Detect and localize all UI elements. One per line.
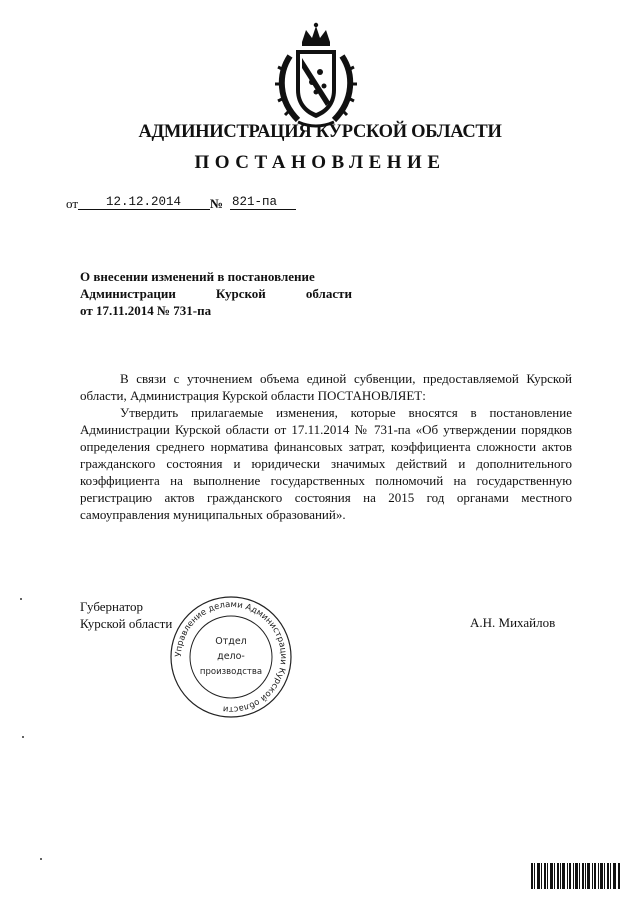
- document-number: 821-па: [232, 195, 278, 209]
- subject-line: от 17.11.2014 № 731-па: [80, 303, 212, 318]
- stamp-center-line: Отдел: [215, 636, 247, 647]
- document-subject: [80, 268, 352, 319]
- body-paragraph: Утвердить прилагаемые изменения, которые вносятся в постановление Администрации Курской области от 17.11.2014 № 731-па «Об утверждении порядков определения среднего норматива финансовых затрат, коэффициента сложности актов гражданского состояния и юридически значимых действий и дополнительного коэффициента на выполнение государственных полномочий на государственную регистрацию актов гражданского состояния на 2015 год органами местного самоуправления муниципальных образований».: [80, 405, 572, 522]
- coat-of-arms-emblem: [272, 20, 360, 130]
- document-body: [80, 370, 572, 523]
- signatory-title-line: Курской области: [80, 616, 173, 631]
- subject-line: Администрации Курской области: [80, 286, 352, 301]
- body-paragraph: В связи с уточнением объема единой субвенции, предоставляемой Курской области, Администрация Курской области ПОСТАНОВЛЯЕТ:: [80, 371, 572, 403]
- stamp-center-line: дело-: [217, 651, 245, 662]
- subject-line: О внесении изменений в постановление: [80, 269, 315, 284]
- document-date: 12.12.2014: [106, 195, 182, 209]
- official-stamp: [166, 592, 296, 722]
- date-underline: [78, 209, 210, 210]
- signatory-title: [80, 598, 172, 632]
- number-underline: [230, 209, 296, 210]
- scan-speck: [20, 598, 22, 600]
- date-label: от: [66, 196, 79, 211]
- scan-speck: [40, 858, 42, 860]
- stamp-center-line: производства: [199, 667, 263, 677]
- number-label: №: [210, 196, 224, 211]
- signatory-name: А.Н. Михайлов: [470, 615, 556, 630]
- organization-title: АДМИНИСТРАЦИЯ КУРСКОЙ ОБЛАСТИ: [138, 122, 502, 142]
- scan-speck: [22, 736, 24, 738]
- stamp-ring-text: Управление делами Администрации Курской области: [173, 599, 289, 715]
- barcode: [531, 863, 621, 889]
- signatory-title-line: Губернатор: [80, 599, 143, 614]
- document-type-heading: ПОСТАНОВЛЕНИЕ: [194, 152, 446, 173]
